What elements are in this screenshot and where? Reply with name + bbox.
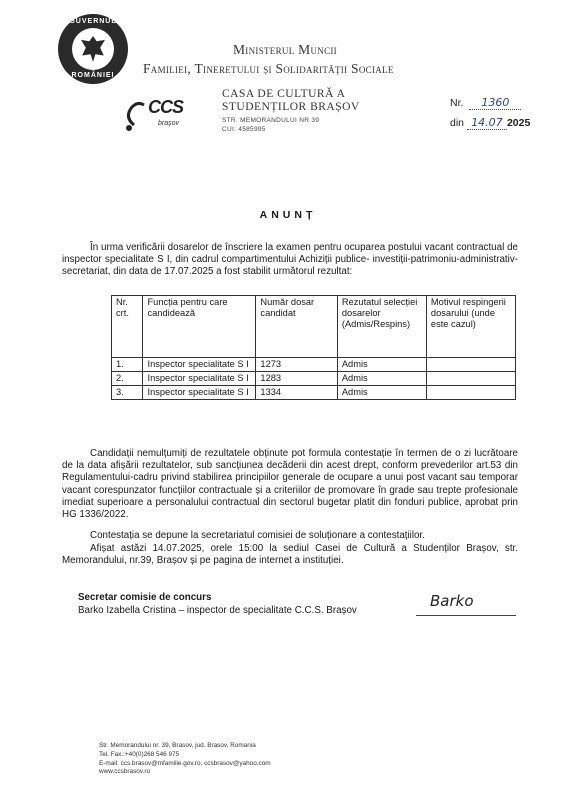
posted-paragraph: Afișat astăzi 14.07.2025, orele 15:00 la sediul Casei de Cultură a Studenților Brașov, str. Memorandului, nr.39, Brașov și pe pagina de internet a instituției.: [62, 543, 518, 567]
results-table: [111, 295, 516, 400]
table-cell: 3.: [112, 386, 143, 400]
table-cell: 1.: [112, 358, 143, 372]
table-header-cell: Motivul respingerii dosarului (unde este cazul): [426, 296, 515, 358]
footer-phone: Tel. Fax.:+40(0)268 546 975: [99, 750, 180, 758]
table-cell: 1334: [256, 386, 337, 400]
handwritten-signature: Barko: [430, 592, 474, 610]
table-cell: Inspector specialitate S I: [143, 372, 256, 386]
table-cell: Admis: [337, 372, 426, 386]
table-header-row: [112, 296, 516, 358]
institution-address: STR. MEMORANDULUI NR 39: [222, 117, 320, 124]
signature-name: Barko Izabella Cristina – inspector de specialitate C.C.S. Brașov: [78, 605, 357, 616]
table-cell: 1273: [256, 358, 337, 372]
footer-contact: [99, 742, 271, 777]
seal-top-text: GUVERNUL: [69, 18, 117, 25]
government-seal: [58, 14, 128, 84]
seal-bottom-text: ROMÂNIEI: [71, 72, 115, 79]
table-cell: 1283: [256, 372, 337, 386]
table-row: [112, 358, 516, 372]
table-header-cell: Număr dosar candidat: [256, 296, 337, 358]
signature-title: Secretar comisie de concurs: [78, 592, 212, 603]
document-title: ANUNȚ: [259, 209, 317, 221]
institution-name-2: STUDENȚILOR BRAȘOV: [222, 101, 360, 113]
logo-subtext: brașov: [158, 120, 180, 127]
contest-paragraph: Candidații nemulțumiți de rezultatele obținute pot formula contestație în termen de o zi lucrătoare de la data afișării rezultatelor, sub sancțiunea decăderii din acest drept, conform prevederilor art.53 din Regulamentului-cadru privind stabilirea principiilor generale de ocupare a unui post vacant sau temporar vacant corespunzator funcțiilor contractuale și a criteriilor de promovare în grade sau trepte profesionale imediat superioare a personalului contractual din sectorul bugetar platit din fonduri publice, aprobat prin HG 1336/2022.: [62, 448, 518, 521]
footer-email: E-mail: ccs.brasov@mfamilie.gov.ro, ccsbrasov@yahoo.com: [99, 759, 271, 767]
deposit-paragraph: Contestația se depune la secretariatul comisiei de soluționare a contestațiilor.: [90, 530, 425, 541]
intro-paragraph: În urma verificării dosarelor de înscriere la examen pentru ocuparea postului vacant contractual de inspector specialitate S I, din cadrul compartimentului Achiziții publice- investiții-patrimoniu-administrativ-secretariat, din data de 17.07.2025 a fost stabilit următorul rezultat:: [62, 242, 518, 278]
table-cell: [426, 386, 515, 400]
table-cell: [426, 372, 515, 386]
registration-number: [450, 96, 530, 130]
logo-text: CCS: [148, 97, 184, 117]
ministry-line-1: Ministerul Muncii: [233, 42, 337, 57]
date-handwritten: 14.07: [467, 116, 507, 130]
date-year: 2025: [506, 117, 531, 129]
table-row: [112, 386, 516, 400]
signature-line: [416, 615, 516, 616]
footer-website: www.ccsbrasov.ro: [99, 768, 151, 776]
table-cell: Inspector specialitate S I: [143, 386, 256, 400]
ccs-logo: [122, 95, 202, 137]
table-cell: 2.: [112, 372, 143, 386]
table-cell: Admis: [337, 386, 426, 400]
table-row: [112, 372, 516, 386]
nr-label: Nr.: [450, 97, 464, 109]
ministry-line-2: Familiei, Tineretului și Solidarității Sociale: [143, 61, 394, 76]
nr-value: 1360: [469, 96, 521, 110]
table-header-cell: Rezutatul selecției dosarelor (Admis/Respins): [337, 296, 426, 358]
table-header-cell: Funcția pentru care candidează: [143, 296, 256, 358]
institution-cui: CUI: 4585995: [222, 126, 266, 133]
institution-block: [222, 88, 360, 134]
table-cell: [426, 358, 515, 372]
table-header-cell: Nr. crt.: [112, 296, 143, 358]
table-cell: Inspector specialitate S I: [143, 358, 256, 372]
institution-name-1: CASA DE CULTURĂ A: [222, 88, 346, 100]
ministry-heading: [143, 40, 394, 78]
table-cell: Admis: [337, 358, 426, 372]
date-label: din: [450, 117, 465, 129]
footer-address: Str. Memorandului nr. 39, Brasov, jud. Brasov, Romania: [99, 742, 256, 749]
